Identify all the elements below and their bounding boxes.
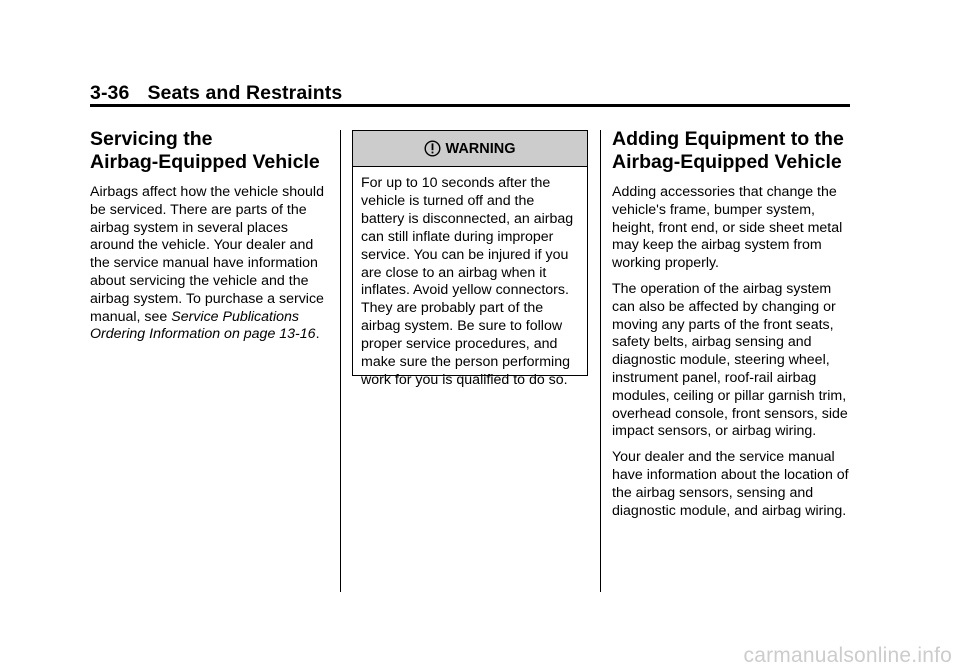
paragraph-operation: The operation of the airbag system can also be affected by changing or moving any parts of the front seats, safety belts, airbag sensing and diagnostic module, steering wheel, instrument panel, roof-rail airbag modules, ceiling or pillar garnish trim, overhead console, front sensors, side impact sensors, or airbag wiring. <box>612 280 848 440</box>
title-line-1: Adding Equipment to the <box>612 128 844 150</box>
section-name: Seats and Restraints <box>147 82 343 104</box>
title-line-2: Airbag-Equipped Vehicle <box>612 151 842 173</box>
column-divider-left <box>340 130 341 592</box>
warning-header <box>353 131 587 167</box>
warning-icon <box>424 140 441 157</box>
section-title-servicing <box>90 128 328 174</box>
page-header <box>90 82 342 105</box>
column-adding-equipment <box>612 128 852 528</box>
warning-text: For up to 10 seconds after the vehicle is turned off and the battery is disconnected, an airbag can still inflate during improper service. You can be injured if you are close to an airbag when it inflates. Avoid yellow connectors. They are probably part of the airbag system. Be sure to follow proper service procedures, and make sure the person performing work for you is qualified to do so. <box>361 175 574 388</box>
cross-reference-link[interactable]: Service Publications Ordering Information on page 13-16 <box>90 308 316 343</box>
title-line-2: Airbag-Equipped Vehicle <box>90 151 320 173</box>
page-number: 3-36 <box>90 82 130 104</box>
paragraph-end: . <box>315 326 320 343</box>
paragraph-accessories: Adding accessories that change the vehicle's frame, bumper system, height, front end, or side sheet metal may keep the airbag system from working properly. <box>612 184 843 272</box>
paragraph-text: Airbags affect how the vehicle should be serviced. There are parts of the airbag system in several places around the vehicle. Your dealer and the service manual have information about servicing the vehicle and the airbag system. To purchase a service manual, see <box>90 184 324 325</box>
warning-box <box>352 130 588 388</box>
paragraph-servicing <box>90 184 328 344</box>
section-title-adding-equipment <box>612 128 852 174</box>
header-rule <box>90 104 850 107</box>
column-servicing <box>90 128 328 352</box>
title-line-1: Servicing the <box>90 128 213 150</box>
watermark: carmanualsonline.info <box>743 644 952 667</box>
column-divider-right <box>600 130 601 592</box>
paragraph-dealer-info: Your dealer and the service manual have information about the location of the airbag sensors, sensing and diagnostic module, and airbag wiring. <box>612 449 849 519</box>
warning-label: WARNING <box>445 140 516 157</box>
